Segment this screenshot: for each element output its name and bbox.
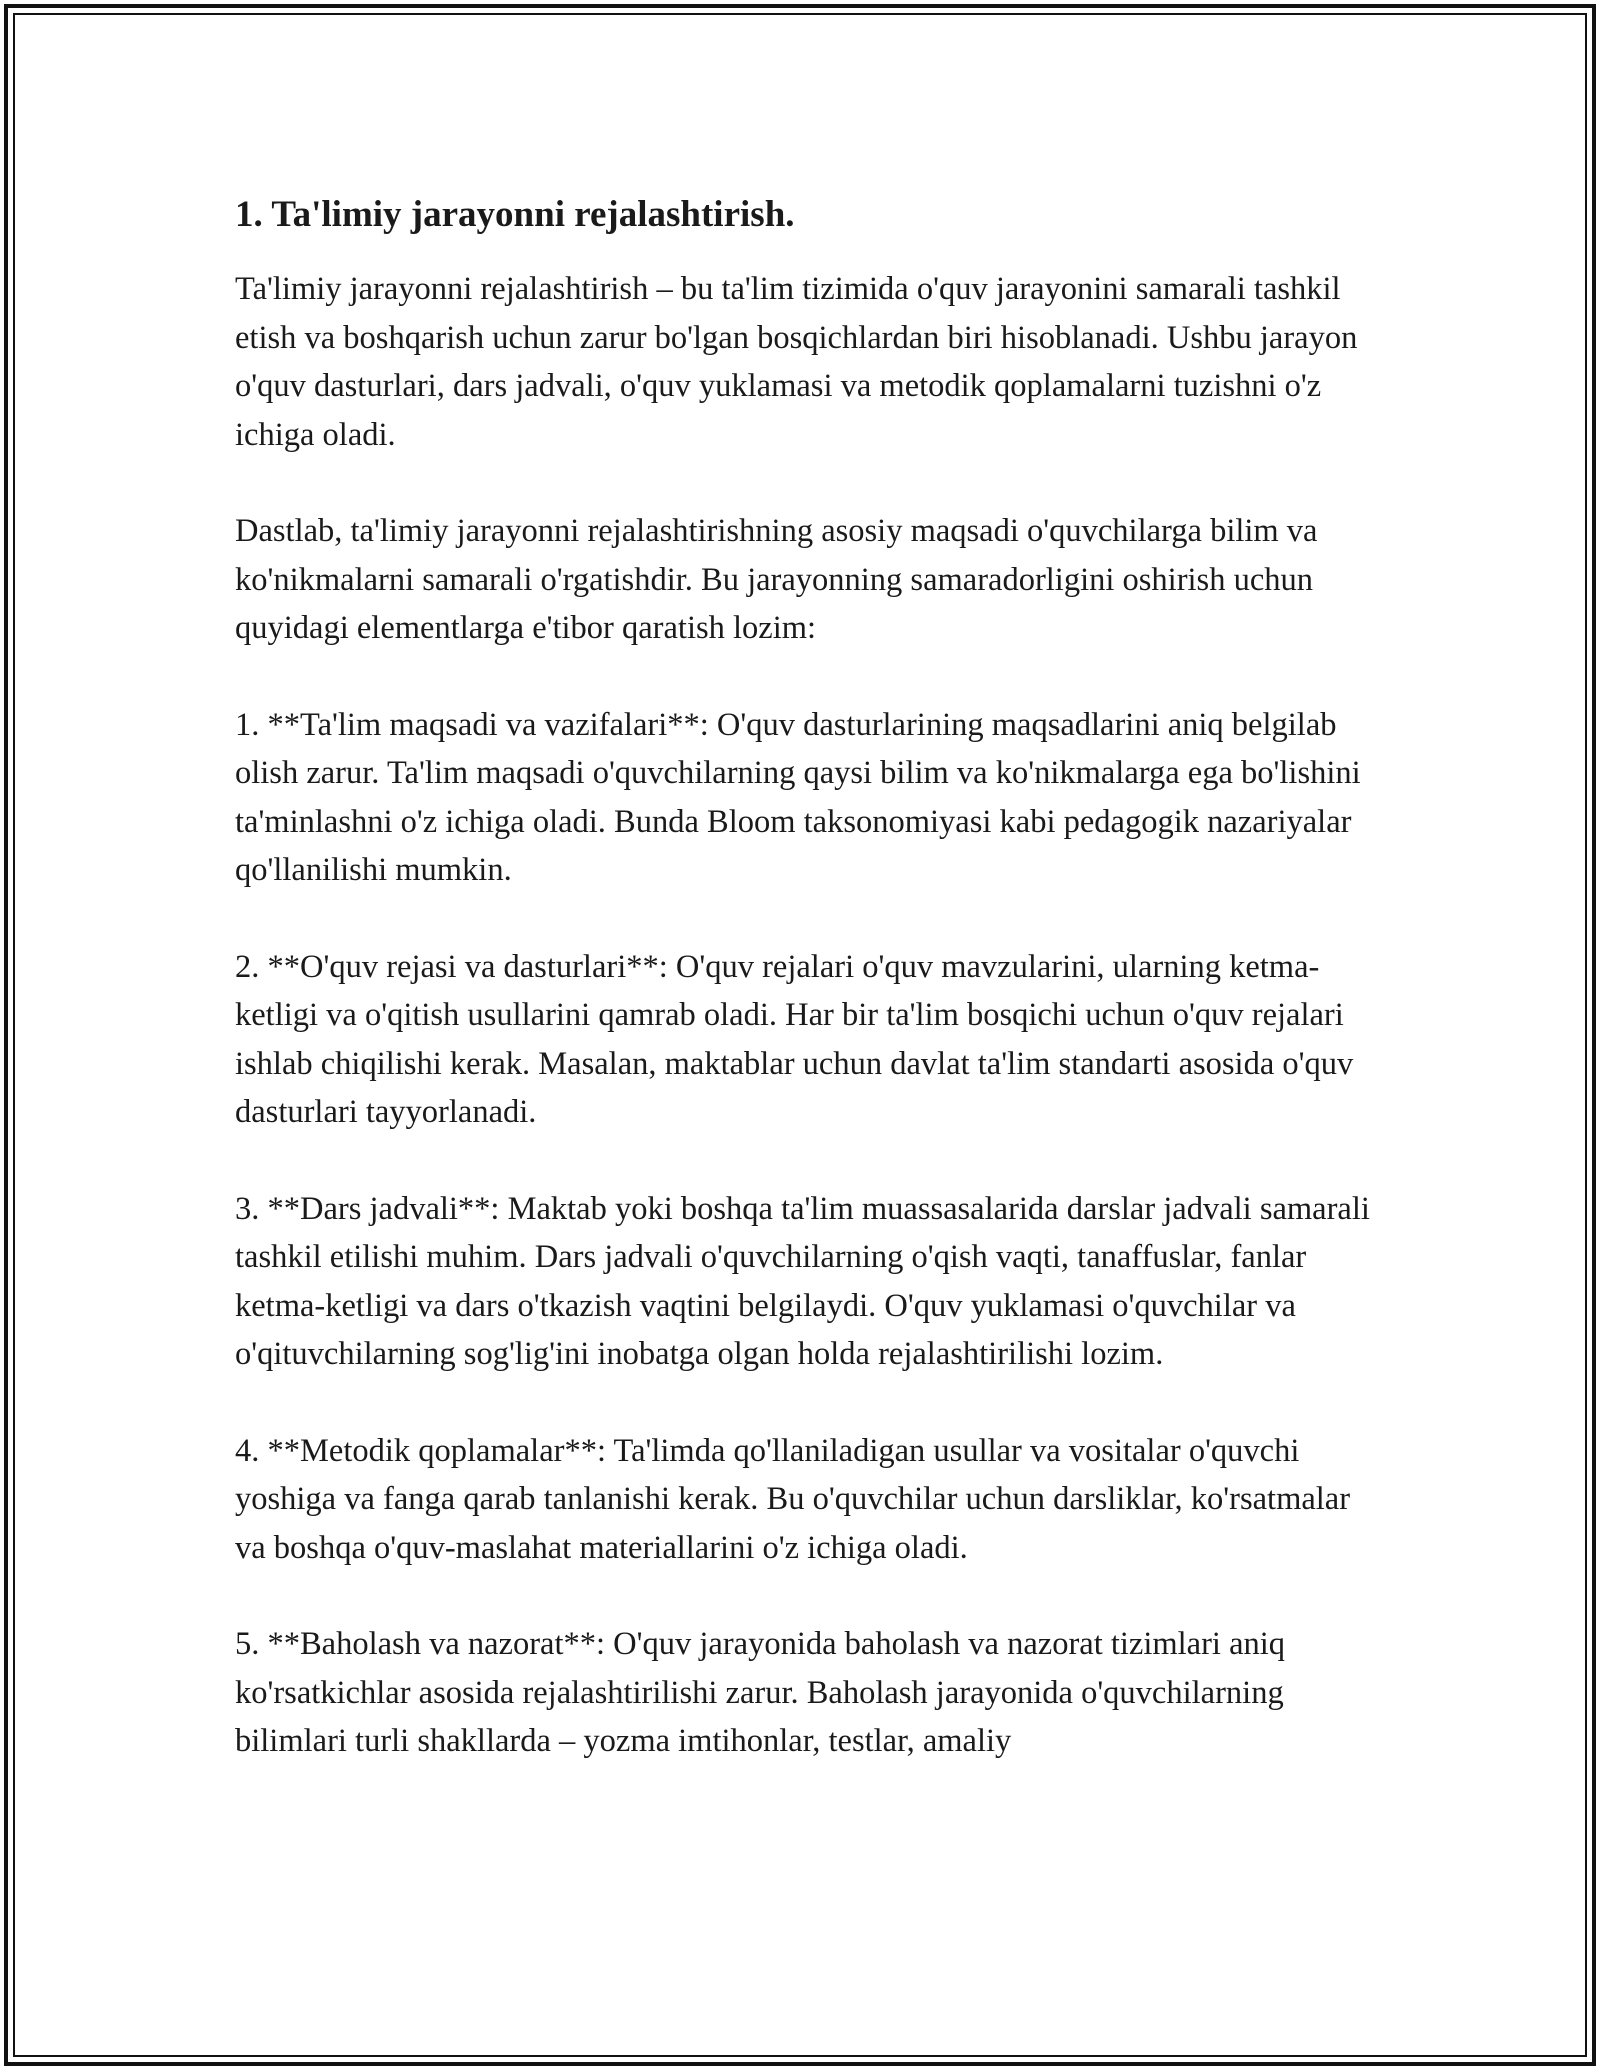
list-item-2: 2. **O'quv rejasi va dasturlari**: O'quv rejalari o'quv mavzularini, ularning ketma-ketligi va o'qitish usullarini qamrab oladi. Har bir ta'lim bosqichi uchun o'quv rejalari ishlab chiqilishi kerak. Masalan, maktablar uchun davlat ta'lim standarti asosida o'quv dasturlari tayyorlanadi.	[235, 948, 1354, 1130]
list-item-3: 3. **Dars jadvali**: Maktab yoki boshqa ta'lim muassasalarida darslar jadvali samarali tashkil etilishi muhim. Dars jadvali o'quvchilarning o'qish vaqti, tanaffuslar, fanlar ketma-ketligi va dars o'tkazish vaqtini belgilaydi. O'quv yuklamasi o'quvchilar va o'qituvchilarning sog'lig'ini inobatga olgan holda rejalashtirilishi lozim.	[235, 1190, 1370, 1372]
list-item-1: 1. **Ta'lim maqsadi va vazifalari**: O'quv dasturlarining maqsadlarini aniq belgilab olish zarur. Ta'lim maqsadi o'quvchilarning qaysi bilim va ko'nikmalarga ega bo'lishini ta'minlashni o'z ichiga oladi. Bunda Bloom taksonomiyasi kabi pedagogik nazariyalar qo'llanilishi mumkin.	[235, 706, 1361, 888]
document-body	[235, 185, 1375, 1766]
list-item-4: 4. **Metodik qoplamalar**: Ta'limda qo'llaniladigan usullar va vositalar o'quvchi yoshiga va fanga qarab tanlanishi kerak. Bu o'quvchilar uchun darsliklar, ko'rsatmalar va boshqa o'quv-maslahat materiallarini o'z ichiga oladi.	[235, 1432, 1351, 1566]
paragraph-intro: Ta'limiy jarayonni rejalashtirish – bu ta'lim tizimida o'quv jarayonini samarali tashkil etish va boshqarish uchun zarur bo'lgan bosqichlardan biri hisoblanadi. Ushbu jarayon o'quv dasturlari, dars jadvali, o'quv yuklamasi va metodik qoplamalarni tuzishni o'z ichiga oladi.	[235, 271, 1358, 453]
list-item-5: 5. **Baholash va nazorat**: O'quv jarayonida baholash va nazorat tizimlari aniq ko'rsatkichlar asosida rejalashtirilishi zarur. Baholash jarayonida o'quvchilarning bilimlari turli shakllarda – yozma imtihonlar, testlar, amaliy	[235, 1626, 1286, 1759]
paragraph-purpose: Dastlab, ta'limiy jarayonni rejalashtirishning asosiy maqsadi o'quvchilarga bilim va ko'nikmalarni samarali o'rgatishdir. Bu jarayonning samaradorligini oshirish uchun quyidagi elementlarga e'tibor qaratish lozim:	[235, 513, 1318, 646]
document-title: 1. Ta'limiy jarayonni rejalashtirish.	[235, 194, 795, 235]
